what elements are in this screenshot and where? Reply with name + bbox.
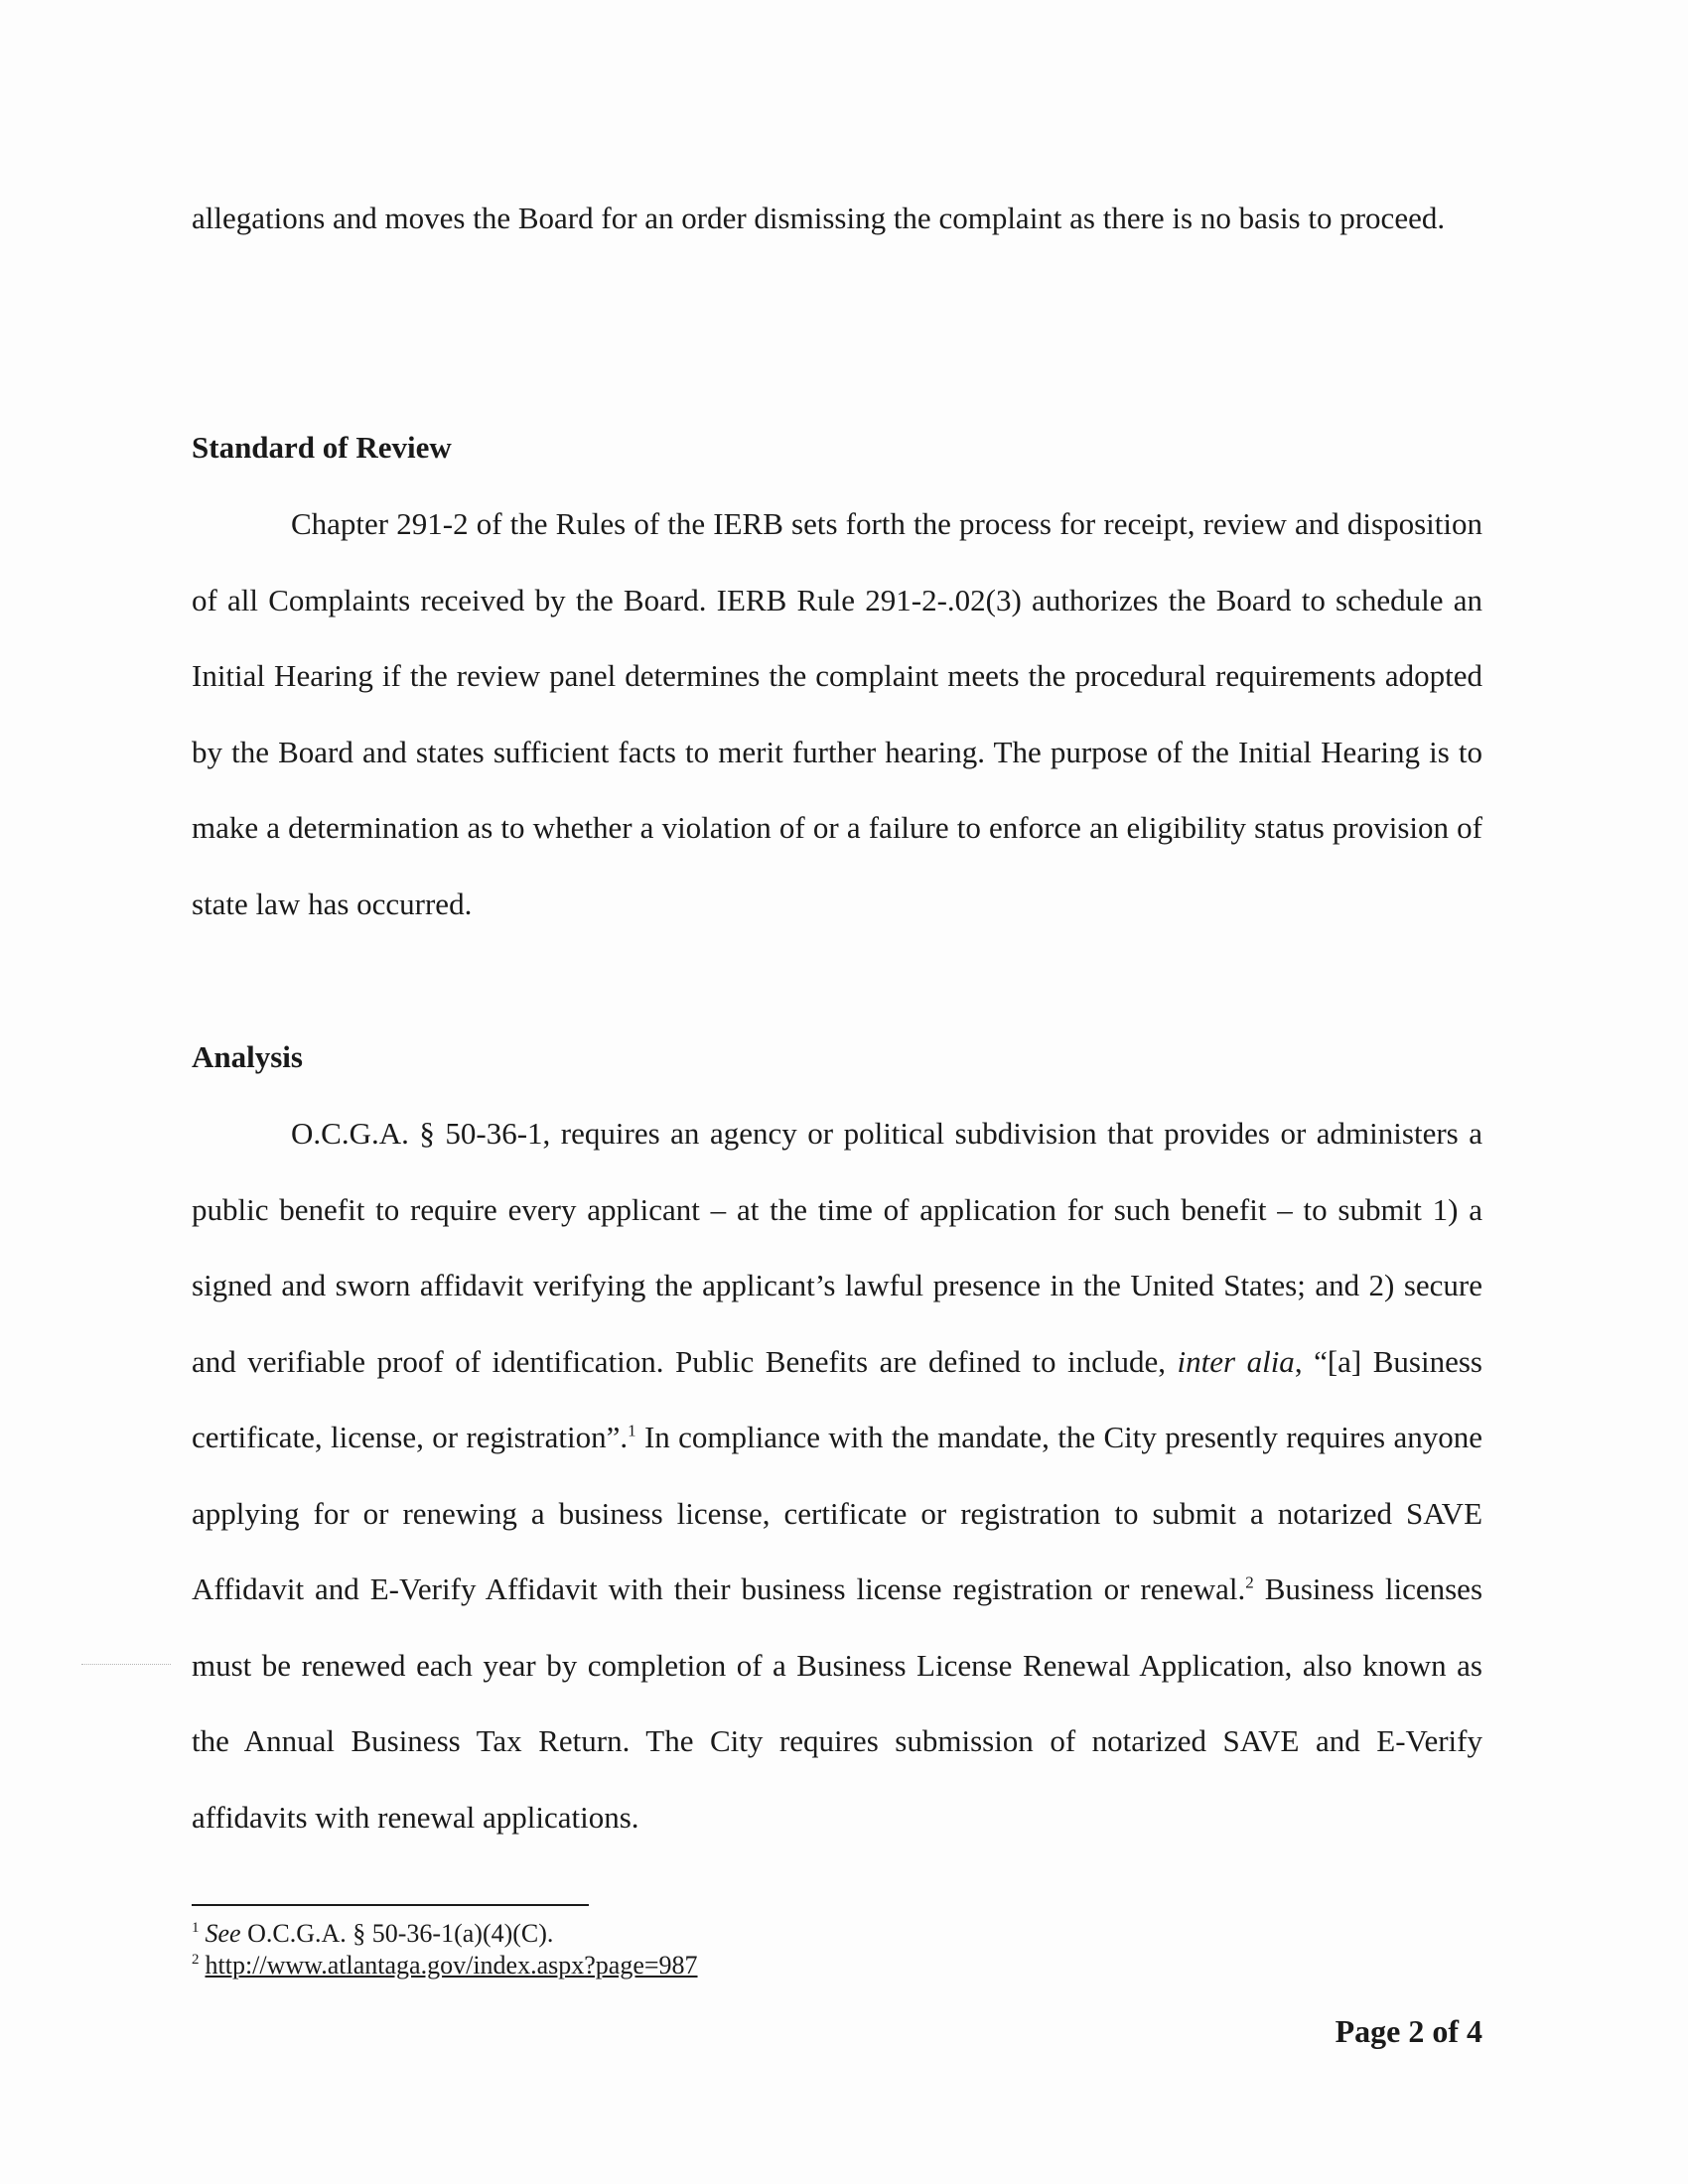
- analysis-heading: Analysis: [192, 1039, 303, 1074]
- footnote-1-marker: 1: [192, 1920, 200, 1937]
- standard-of-review-body: [192, 486, 1482, 942]
- opening-paragraph: allegations and moves the Board for an order dismissing the complaint as there is no basis to proceed.: [192, 201, 1446, 235]
- analysis-paragraph: [192, 1096, 1482, 1855]
- page-number: Page 2 of 4: [1335, 2013, 1482, 2049]
- footnote-2-link[interactable]: http://www.atlantaga.gov/index.aspx?page=987: [205, 1951, 698, 1979]
- margin-mark: [81, 1664, 171, 1665]
- footnote-ref-1[interactable]: 1: [628, 1421, 636, 1440]
- footnotes: [192, 1918, 1085, 1981]
- standard-of-review-paragraph: Chapter 291-2 of the Rules of the IERB sets forth the process for receipt, review and disposition of all Complaints received by the Board. IERB Rule 291-2-.02(3) authorizes the Board to schedule an Initial Hearing if the review panel determines the complaint meets the procedural requirements adopted by the Board and states sufficient facts to merit further hearing. The purpose of the Initial Hearing is to make a determination as to whether a violation of or a failure to enforce an eligibility status provision of state law has occurred.: [192, 506, 1482, 921]
- footnote-2-marker: 2: [192, 1952, 200, 1969]
- footnote-divider: [192, 1904, 589, 1906]
- standard-of-review-heading: Standard of Review: [192, 430, 452, 465]
- analysis-section: [192, 1037, 1482, 1077]
- footnote-ref-2[interactable]: 2: [1245, 1572, 1254, 1592]
- footnote-1: [192, 1918, 1085, 1950]
- opening-section: [192, 181, 1482, 257]
- analysis-text-a-end: , “[a] Business certificate, license, or registration”.: [192, 1343, 1482, 1454]
- footnote-1-italic: See: [205, 1919, 241, 1948]
- analysis-text-b: In compliance with the mandate, the City presently requires anyone applying for or renewing a business license, certificate or registration to submit a notarized SAVE Affidavit and E-Verify Affidavit with their business license registration or renewal.: [192, 1420, 1482, 1606]
- standard-of-review-section: [192, 428, 1482, 468]
- analysis-body: [192, 1096, 1482, 1855]
- analysis-text-a: O.C.G.A. § 50-36-1, requires an agency or political subdivision that provides or administers a public benefit to require every applicant – at the time of application for such benefit – to submit 1) a signed and sworn affidavit verifying the applicant’s lawful presence in the United States; and 2) secure and verifiable proof of identification. Public Benefits are defined to include,: [192, 1116, 1482, 1379]
- footnote-1-text: O.C.G.A. § 50-36-1(a)(4)(C).: [240, 1919, 554, 1948]
- analysis-text-c: Business licenses must be renewed each year by completion of a Business License Renewal Application, also known as the Annual Business Tax Return. The City requires submission of notarized SAVE and E-Verify affidavits with renewal applications.: [192, 1571, 1483, 1835]
- footnote-2: [192, 1950, 1085, 1981]
- analysis-italic-term: inter alia: [1177, 1343, 1295, 1379]
